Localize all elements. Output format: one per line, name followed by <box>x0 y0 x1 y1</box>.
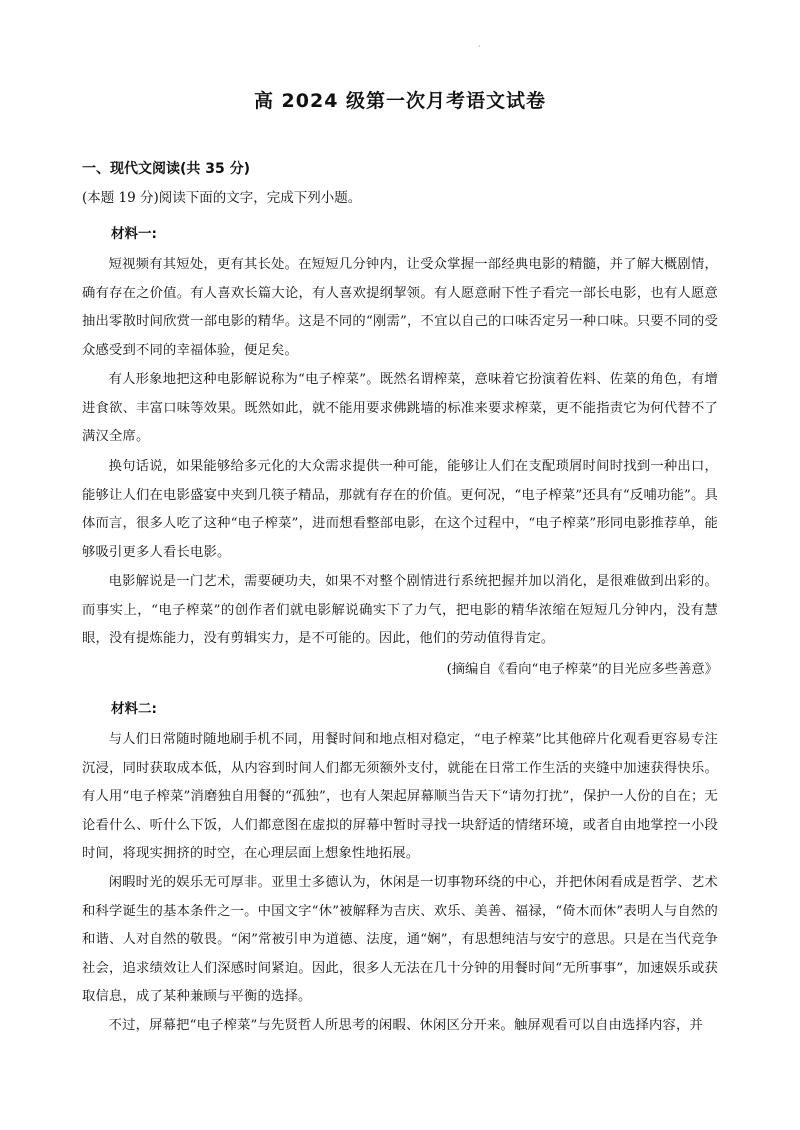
section-heading: 一、现代文阅读(共 35 分) <box>82 161 251 177</box>
material1-paragraph: 换句话说，如果能够给多元化的大众需求提供一种可能，能够让人们在支配琐屑时间时找到一种出口，能够让人们在电影盛宴中夹到几筷子精品，那就有存在的价值。更何况，“电子榨菜”还具有“反哺功能”。具体而言，很多人吃了这种“电子榨菜”，进而想看整部电影，在这个过程中，“电子榨菜”形同电影推荐单，能够吸引更多人看长电影。 <box>82 459 718 560</box>
material2-heading: 材料二: <box>111 701 157 717</box>
material1-paragraph: 有人形象地把这种电影解说称为“电子榨菜”。既然名谓榨菜，意味着它扮演着佐料、佐菜的角色，有增进食欲、丰富口味等效果。既然如此，就不能用要求佛跳墙的标准来要求榨菜，更不能指责它为何代替不了满汉全席。 <box>82 372 718 444</box>
page-title: 高 2024 级第一次月考语文试卷 <box>253 90 547 112</box>
material2-paragraph: 不过，屏幕把“电子榨菜”与先贤哲人所思考的闲暇、休闲区分开来。触屏观看可以自由选择内容，并 <box>108 1018 703 1033</box>
source-citation: (摘编自《看向“电子榨菜”的目光应多些善意》 <box>446 662 718 677</box>
material2-paragraph: 与人们日常随时随地刷手机不同，用餐时间和地点相对稳定，“电子榨菜”比其他碎片化观看更容易专注沉浸，同时获取成本低，从内容到时间人们都无须额外支付，就能在日常工作生活的夹缝中加速获得快乐。有人用“电子榨菜”消磨独自用餐的“孤独”，也有人架起屏幕顺当告天下“请勿打扰”，保护一人份的自在；无论看什么、听什么下饭，人们都意图在虚拟的屏幕中暂时寻找一块舒适的情绪环境，或者自由地掌控一小段时间，将现实拥挤的时空，在心理层面上想象性地拓展。 <box>82 732 718 861</box>
material1-heading: 材料一: <box>111 226 157 242</box>
material1-paragraph: 短视频有其短处，更有其长处。在短短几分钟内，让受众掌握一部经典电影的精髓，并了解大概剧情，确有存在之价值。有人喜欢长篇大论，有人喜欢提纲挈领。有人愿意耐下性子看完一部长电影，也有人愿意抽出零散时间欣赏一部电影的精华。这是不同的“刚需”，不宜以自己的口味否定另一种口味。只要不同的受众感受到不同的幸福体验，便足矣。 <box>82 257 718 358</box>
instruction-text: (本题 19 分)阅读下面的文字，完成下列小题。 <box>82 190 362 206</box>
material1-paragraph: 电影解说是一门艺术，需要硬功夫，如果不对整个剧情进行系统把握并加以消化，是很难做到出彩的。而事实上，“电子榨菜”的创作者们就电影解说确实下了力气，把电影的精华浓缩在短短几分钟内，没有慧眼，没有提炼能力，没有剪辑实力，是不可能的。因此，他们的劳动值得肯定。 <box>82 574 718 646</box>
material2-paragraph: 闲暇时光的娱乐无可厚非。亚里士多德认为，休闲是一切事物环绕的中心，并把休闲看成是哲学、艺术和科学诞生的基本条件之一。中国文字“休”被解释为吉庆、欢乐、美善、福禄，“倚木而休”表明人与自然的和谐、人对自然的敬畏。“闲”常被引申为道德、法度，通“娴”，有思想纯洁与安宁的意思。只是在当代竞争社会，追求绩效让人们深感时间紧迫。因此，很多人无法在几十分钟的用餐时间“无所事事”，加速娱乐或获取信息，成了某种兼顾与平衡的选择。 <box>82 875 718 1004</box>
decorative-dot: · <box>478 42 481 51</box>
